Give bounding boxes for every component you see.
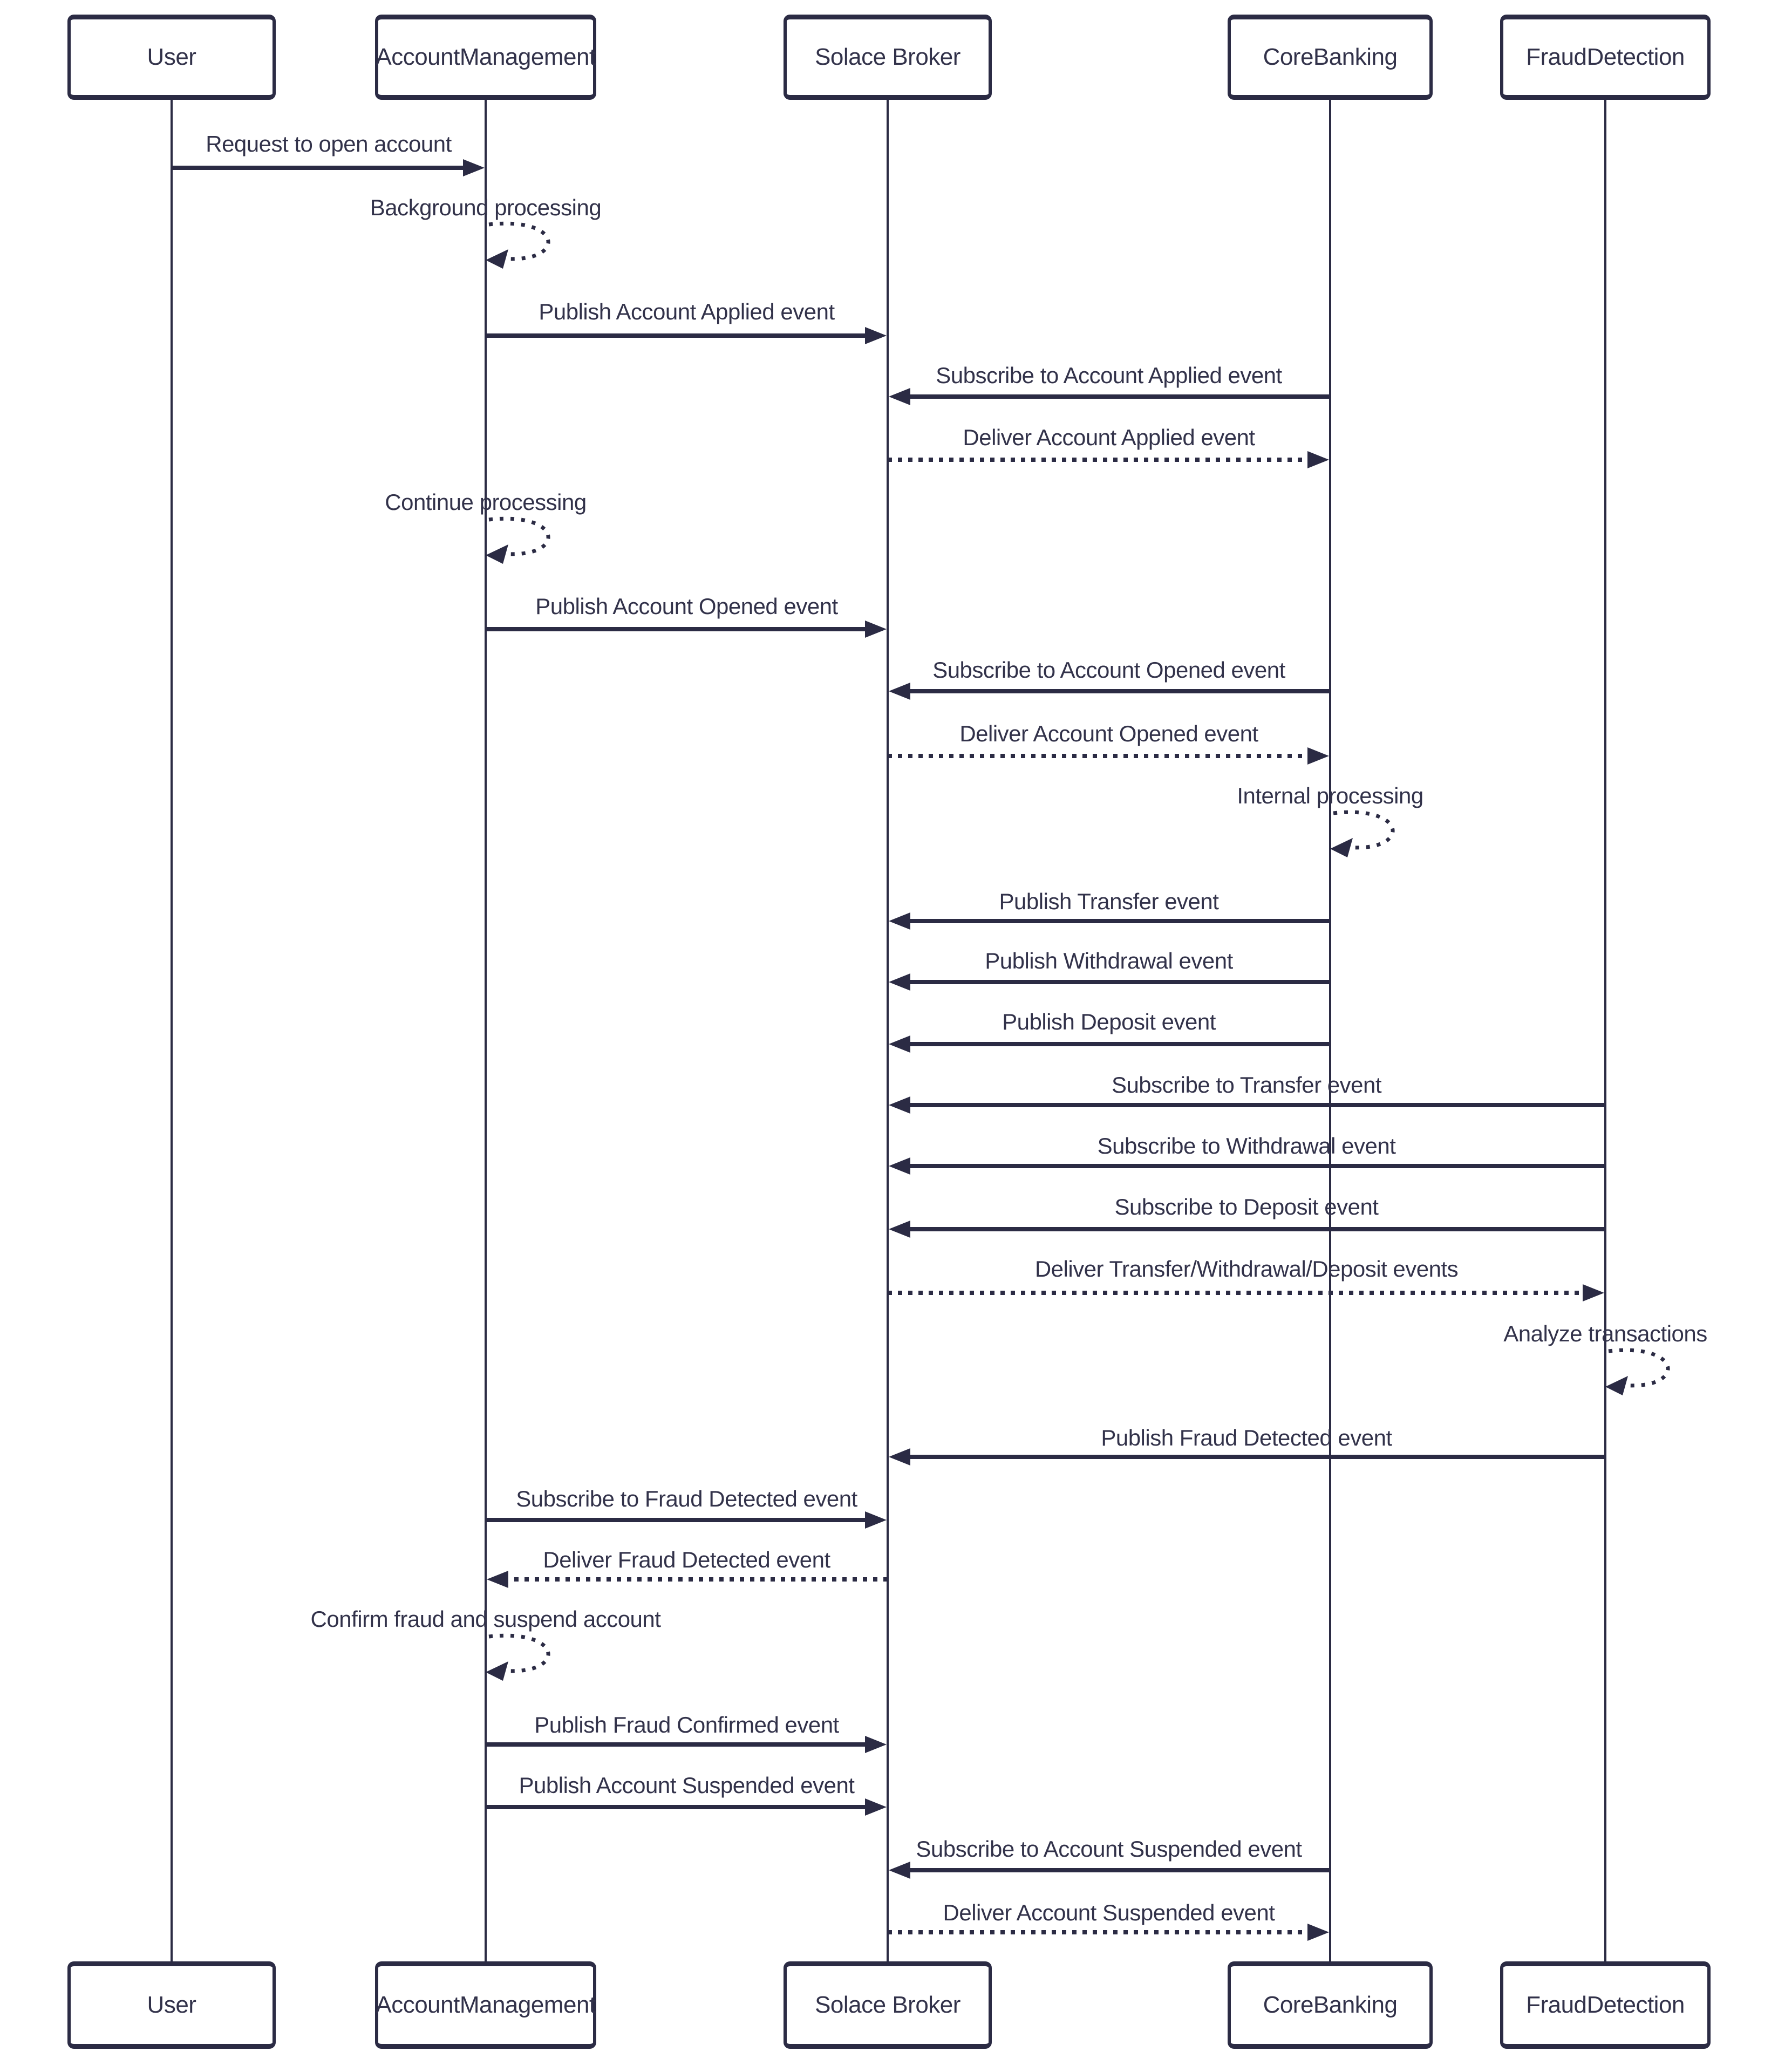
message-label: Publish Withdrawal event	[985, 948, 1233, 973]
message-label: Publish Account Suspended event	[519, 1773, 855, 1798]
message-label: Deliver Account Suspended event	[943, 1900, 1275, 1925]
message-arrowhead	[889, 1862, 910, 1879]
self-loop-arrowhead	[1605, 1376, 1628, 1395]
participant-label: CoreBanking	[1263, 1992, 1398, 2018]
message-arrowhead	[865, 327, 887, 344]
message-arrowhead	[487, 1571, 508, 1588]
message-label: Publish Fraud Detected event	[1101, 1425, 1392, 1450]
message-label: Subscribe to Deposit event	[1114, 1194, 1379, 1219]
self-loop-label: Internal processing	[1237, 783, 1423, 808]
participant-label: User	[147, 44, 196, 70]
message-arrowhead	[889, 1221, 910, 1238]
self-loop-label: Analyze transactions	[1503, 1321, 1707, 1346]
message-label: Publish Fraud Confirmed event	[534, 1712, 839, 1737]
self-loop-arrow	[1609, 1350, 1668, 1386]
participant-label: Solace Broker	[815, 1992, 960, 2018]
message-label: Subscribe to Transfer event	[1111, 1072, 1382, 1098]
self-loop-arrowhead	[1330, 838, 1353, 857]
message-arrowhead	[1307, 451, 1329, 468]
message-arrowhead	[889, 912, 910, 930]
message-arrowhead	[1583, 1284, 1604, 1301]
self-loop-label: Confirm fraud and suspend account	[310, 1606, 661, 1632]
message-label: Publish Transfer event	[999, 889, 1219, 914]
message-label: Deliver Fraud Detected event	[543, 1547, 830, 1572]
self-loop-arrow	[489, 519, 548, 554]
message-arrowhead	[1307, 1924, 1329, 1941]
participant-label: Solace Broker	[815, 44, 960, 70]
self-loop-label: Continue processing	[385, 489, 587, 515]
self-loop-arrow	[1333, 812, 1393, 848]
message-label: Publish Deposit event	[1002, 1009, 1216, 1034]
participant-label: AccountManagement	[376, 1992, 596, 2018]
message-arrowhead	[865, 1736, 887, 1753]
participant-label: FraudDetection	[1526, 44, 1685, 70]
participant-label: CoreBanking	[1263, 44, 1398, 70]
message-arrowhead	[889, 973, 910, 991]
participant-label: User	[147, 1992, 196, 2018]
message-label: Request to open account	[206, 131, 452, 156]
self-loop-arrow	[489, 1635, 548, 1671]
self-loop-arrowhead	[486, 544, 508, 564]
message-arrowhead	[865, 1798, 887, 1816]
message-arrowhead	[889, 1448, 910, 1466]
self-loop-arrow	[489, 223, 548, 259]
self-loop-label: Background processing	[370, 195, 602, 220]
message-label: Deliver Account Applied event	[963, 425, 1255, 450]
message-arrowhead	[865, 621, 887, 638]
message-label: Subscribe to Account Suspended event	[916, 1836, 1302, 1862]
self-loop-arrowhead	[486, 1661, 508, 1681]
message-arrowhead	[1307, 747, 1329, 765]
self-loop-arrowhead	[486, 249, 508, 269]
message-label: Publish Account Applied event	[539, 299, 835, 324]
message-label: Subscribe to Account Applied event	[936, 363, 1282, 388]
message-arrowhead	[889, 1096, 910, 1114]
message-arrowhead	[865, 1511, 887, 1529]
message-arrowhead	[889, 1035, 910, 1053]
message-label: Deliver Account Opened event	[959, 721, 1258, 746]
message-arrowhead	[889, 683, 910, 700]
message-label: Subscribe to Account Opened event	[932, 657, 1285, 683]
message-label: Subscribe to Fraud Detected event	[516, 1486, 857, 1511]
message-arrowhead	[889, 388, 910, 405]
message-arrowhead	[463, 159, 485, 176]
message-label: Publish Account Opened event	[535, 594, 838, 619]
message-label: Deliver Transfer/Withdrawal/Deposit events	[1034, 1256, 1459, 1282]
participant-label: FraudDetection	[1526, 1992, 1685, 2018]
message-arrowhead	[889, 1157, 910, 1175]
participant-label: AccountManagement	[376, 44, 596, 70]
message-label: Subscribe to Withdrawal event	[1097, 1133, 1396, 1158]
